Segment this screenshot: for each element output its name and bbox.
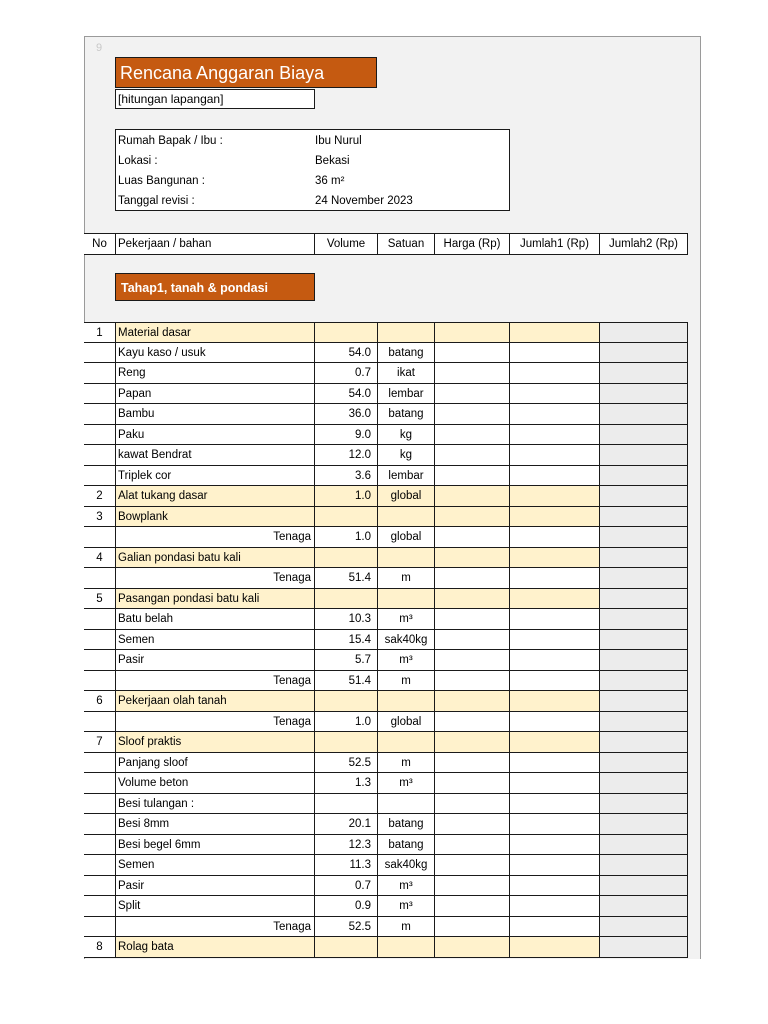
row-unit[interactable]: sak40kg <box>378 630 435 651</box>
row-volume[interactable]: 1.3 <box>315 773 378 794</box>
row-unit[interactable]: ikat <box>378 363 435 384</box>
row-price[interactable] <box>435 650 510 671</box>
row-description[interactable]: Besi 8mm <box>116 814 315 835</box>
row-unit[interactable]: batang <box>378 814 435 835</box>
row-total1[interactable] <box>510 609 600 630</box>
row-price[interactable] <box>435 917 510 938</box>
row-unit[interactable]: batang <box>378 404 435 425</box>
labor-row <box>84 712 688 733</box>
row-description[interactable]: Batu belah <box>116 609 315 630</box>
row-unit[interactable]: m³ <box>378 609 435 630</box>
row-number[interactable] <box>84 527 116 548</box>
material-row <box>84 466 688 487</box>
material-row <box>84 445 688 466</box>
row-volume[interactable] <box>315 794 378 815</box>
row-unit[interactable]: m³ <box>378 650 435 671</box>
row-price[interactable] <box>435 609 510 630</box>
row-price[interactable] <box>435 486 510 507</box>
row-unit[interactable]: global <box>378 527 435 548</box>
row-description[interactable]: Bowplank <box>116 507 315 528</box>
row-number[interactable] <box>84 814 116 835</box>
row-total2[interactable] <box>600 589 688 610</box>
row-number[interactable] <box>84 712 116 733</box>
info-label: Luas Bangunan : <box>118 175 205 187</box>
row-number[interactable] <box>84 425 116 446</box>
row-price[interactable] <box>435 527 510 548</box>
labor-row <box>84 917 688 938</box>
row-total1[interactable] <box>510 773 600 794</box>
row-description[interactable]: Kayu kaso / usuk <box>116 343 315 364</box>
row-unit[interactable]: m³ <box>378 773 435 794</box>
row-total2[interactable] <box>600 384 688 405</box>
row-total1[interactable] <box>510 876 600 897</box>
row-description[interactable]: Tenaga <box>116 917 315 938</box>
info-value: Ibu Nurul <box>315 135 362 147</box>
row-price[interactable] <box>435 507 510 528</box>
row-description[interactable]: Material dasar <box>116 322 315 343</box>
row-description[interactable]: Besi begel 6mm <box>116 835 315 856</box>
row-volume[interactable]: 15.4 <box>315 630 378 651</box>
row-price[interactable] <box>435 835 510 856</box>
row-total2[interactable] <box>600 466 688 487</box>
row-description[interactable]: Rolag bata <box>116 937 315 958</box>
material-row <box>84 876 688 897</box>
row-description[interactable]: kawat Bendrat <box>116 445 315 466</box>
row-unit[interactable] <box>378 794 435 815</box>
row-total1[interactable] <box>510 384 600 405</box>
document-title: Rencana Anggaran Biaya <box>115 57 377 88</box>
row-price[interactable] <box>435 794 510 815</box>
row-number[interactable]: 1 <box>84 322 116 343</box>
row-total1[interactable] <box>510 322 600 343</box>
header-no: No <box>84 234 116 254</box>
row-unit[interactable]: m³ <box>378 896 435 917</box>
row-description[interactable]: Alat tukang dasar <box>116 486 315 507</box>
material-row <box>84 384 688 405</box>
row-volume[interactable]: 54.0 <box>315 384 378 405</box>
row-volume[interactable]: 0.9 <box>315 896 378 917</box>
row-volume[interactable]: 51.4 <box>315 568 378 589</box>
row-total2[interactable] <box>600 712 688 733</box>
row-price[interactable] <box>435 322 510 343</box>
row-number[interactable] <box>84 630 116 651</box>
row-unit[interactable]: sak40kg <box>378 855 435 876</box>
row-total2[interactable] <box>600 548 688 569</box>
row-total1[interactable] <box>510 589 600 610</box>
row-volume[interactable] <box>315 322 378 343</box>
row-price[interactable] <box>435 937 510 958</box>
header-unit: Satuan <box>378 234 435 254</box>
row-description[interactable]: Paku <box>116 425 315 446</box>
row-description[interactable]: Panjang sloof <box>116 753 315 774</box>
material-row <box>84 404 688 425</box>
row-total1[interactable] <box>510 527 600 548</box>
row-volume[interactable]: 10.3 <box>315 609 378 630</box>
row-number[interactable] <box>84 466 116 487</box>
row-total2[interactable] <box>600 343 688 364</box>
row-number[interactable] <box>84 609 116 630</box>
header-total2: Jumlah2 (Rp) <box>600 234 688 254</box>
row-unit[interactable] <box>378 322 435 343</box>
row-total1[interactable] <box>510 404 600 425</box>
row-unit[interactable] <box>378 548 435 569</box>
row-total1[interactable] <box>510 794 600 815</box>
row-description[interactable]: Tenaga <box>116 712 315 733</box>
row-price[interactable] <box>435 466 510 487</box>
row-price[interactable] <box>435 384 510 405</box>
category-row <box>84 691 688 712</box>
row-price[interactable] <box>435 691 510 712</box>
row-number[interactable] <box>84 404 116 425</box>
row-description[interactable]: Triplek cor <box>116 466 315 487</box>
row-description[interactable]: Volume beton <box>116 773 315 794</box>
row-description[interactable]: Tenaga <box>116 527 315 548</box>
row-number[interactable]: 8 <box>84 937 116 958</box>
row-volume[interactable]: 5.7 <box>315 650 378 671</box>
labor-row <box>84 671 688 692</box>
table-header <box>84 233 688 255</box>
row-price[interactable] <box>435 855 510 876</box>
info-row-area <box>116 171 509 191</box>
row-total2[interactable] <box>600 527 688 548</box>
row-total1[interactable] <box>510 691 600 712</box>
row-total2[interactable] <box>600 691 688 712</box>
row-total1[interactable] <box>510 650 600 671</box>
info-label: Tanggal revisi : <box>118 195 195 207</box>
header-total1: Jumlah1 (Rp) <box>510 234 600 254</box>
row-price[interactable] <box>435 630 510 651</box>
row-number[interactable]: 2 <box>84 486 116 507</box>
row-number[interactable] <box>84 876 116 897</box>
info-row-revision-date <box>116 191 509 211</box>
row-number[interactable] <box>84 445 116 466</box>
material-row <box>84 814 688 835</box>
row-unit[interactable] <box>378 691 435 712</box>
row-price[interactable] <box>435 568 510 589</box>
row-total1[interactable] <box>510 855 600 876</box>
material-row <box>84 425 688 446</box>
material-row <box>84 609 688 630</box>
row-total1[interactable] <box>510 937 600 958</box>
row-description[interactable]: Galian pondasi batu kali <box>116 548 315 569</box>
row-description[interactable]: Bambu <box>116 404 315 425</box>
row-total2[interactable] <box>600 835 688 856</box>
row-volume[interactable]: 12.3 <box>315 835 378 856</box>
row-total1[interactable] <box>510 568 600 589</box>
row-marker: 9 <box>96 42 103 54</box>
row-unit[interactable]: lembar <box>378 384 435 405</box>
row-total1[interactable] <box>510 814 600 835</box>
row-total2[interactable] <box>600 630 688 651</box>
header-price: Harga (Rp) <box>435 234 510 254</box>
row-description[interactable]: Papan <box>116 384 315 405</box>
row-volume[interactable]: 52.5 <box>315 753 378 774</box>
row-total2[interactable] <box>600 445 688 466</box>
row-volume[interactable]: 12.0 <box>315 445 378 466</box>
row-volume[interactable]: 20.1 <box>315 814 378 835</box>
row-total2[interactable] <box>600 773 688 794</box>
row-volume[interactable]: 54.0 <box>315 343 378 364</box>
row-price[interactable] <box>435 896 510 917</box>
row-total2[interactable] <box>600 671 688 692</box>
row-description[interactable]: Semen <box>116 630 315 651</box>
row-unit[interactable]: kg <box>378 445 435 466</box>
row-description[interactable]: Semen <box>116 855 315 876</box>
row-price[interactable] <box>435 732 510 753</box>
row-number[interactable]: 3 <box>84 507 116 528</box>
row-price[interactable] <box>435 773 510 794</box>
row-number[interactable]: 5 <box>84 589 116 610</box>
row-total2[interactable] <box>600 322 688 343</box>
row-number[interactable]: 4 <box>84 548 116 569</box>
row-volume[interactable]: 1.0 <box>315 527 378 548</box>
row-volume[interactable] <box>315 589 378 610</box>
row-volume[interactable]: 9.0 <box>315 425 378 446</box>
row-description[interactable]: Sloof praktis <box>116 732 315 753</box>
material-row <box>84 630 688 651</box>
row-description[interactable]: Pasir <box>116 650 315 671</box>
row-volume[interactable]: 51.4 <box>315 671 378 692</box>
info-label: Rumah Bapak / Ibu : <box>118 135 223 147</box>
row-total2[interactable] <box>600 896 688 917</box>
row-volume[interactable] <box>315 937 378 958</box>
row-unit[interactable]: global <box>378 486 435 507</box>
row-price[interactable] <box>435 814 510 835</box>
row-total1[interactable] <box>510 466 600 487</box>
header-volume: Volume <box>315 234 378 254</box>
row-price[interactable] <box>435 404 510 425</box>
row-volume[interactable]: 11.3 <box>315 855 378 876</box>
material-row <box>84 650 688 671</box>
info-label: Lokasi : <box>118 155 158 167</box>
material-row <box>84 794 688 815</box>
header-description: Pekerjaan / bahan <box>116 234 315 254</box>
row-total1[interactable] <box>510 425 600 446</box>
row-description[interactable]: Pasir <box>116 876 315 897</box>
row-description[interactable]: Pekerjaan olah tanah <box>116 691 315 712</box>
row-total2[interactable] <box>600 363 688 384</box>
info-row-owner <box>116 131 509 151</box>
row-price[interactable] <box>435 343 510 364</box>
row-unit[interactable]: m <box>378 753 435 774</box>
row-unit[interactable]: m <box>378 671 435 692</box>
category-row <box>84 486 688 507</box>
row-volume[interactable]: 0.7 <box>315 876 378 897</box>
material-row <box>84 835 688 856</box>
row-volume[interactable]: 36.0 <box>315 404 378 425</box>
info-value: 36 m² <box>315 175 345 187</box>
row-price[interactable] <box>435 363 510 384</box>
row-number[interactable] <box>84 363 116 384</box>
row-number[interactable] <box>84 794 116 815</box>
row-total2[interactable] <box>600 650 688 671</box>
row-number[interactable] <box>84 835 116 856</box>
row-unit[interactable]: m <box>378 568 435 589</box>
row-total1[interactable] <box>510 671 600 692</box>
category-row <box>84 732 688 753</box>
row-total1[interactable] <box>510 732 600 753</box>
row-total2[interactable] <box>600 507 688 528</box>
row-total2[interactable] <box>600 917 688 938</box>
section-title: Tahap1, tanah & pondasi <box>115 273 315 301</box>
row-volume[interactable] <box>315 691 378 712</box>
material-row <box>84 343 688 364</box>
row-total1[interactable] <box>510 712 600 733</box>
row-total1[interactable] <box>510 486 600 507</box>
row-unit[interactable]: global <box>378 712 435 733</box>
category-row <box>84 507 688 528</box>
row-number[interactable] <box>84 773 116 794</box>
row-unit[interactable]: kg <box>378 425 435 446</box>
row-volume[interactable]: 1.0 <box>315 712 378 733</box>
row-description[interactable]: Pasangan pondasi batu kali <box>116 589 315 610</box>
row-description[interactable]: Besi tulangan : <box>116 794 315 815</box>
row-total1[interactable] <box>510 835 600 856</box>
row-volume[interactable] <box>315 732 378 753</box>
labor-row <box>84 527 688 548</box>
material-row <box>84 363 688 384</box>
row-unit[interactable]: batang <box>378 835 435 856</box>
row-price[interactable] <box>435 548 510 569</box>
row-unit[interactable]: batang <box>378 343 435 364</box>
row-price[interactable] <box>435 445 510 466</box>
row-total1[interactable] <box>510 507 600 528</box>
row-unit[interactable] <box>378 507 435 528</box>
project-info-box <box>115 129 510 211</box>
row-total2[interactable] <box>600 404 688 425</box>
row-total2[interactable] <box>600 794 688 815</box>
category-row <box>84 937 688 958</box>
material-row <box>84 753 688 774</box>
row-unit[interactable]: m <box>378 917 435 938</box>
row-volume[interactable]: 1.0 <box>315 486 378 507</box>
row-total1[interactable] <box>510 896 600 917</box>
row-total2[interactable] <box>600 425 688 446</box>
row-number[interactable] <box>84 753 116 774</box>
row-total2[interactable] <box>600 732 688 753</box>
category-row <box>84 548 688 569</box>
row-volume[interactable]: 0.7 <box>315 363 378 384</box>
row-number[interactable] <box>84 917 116 938</box>
row-number[interactable]: 7 <box>84 732 116 753</box>
row-volume[interactable]: 52.5 <box>315 917 378 938</box>
row-price[interactable] <box>435 712 510 733</box>
row-price[interactable] <box>435 671 510 692</box>
info-value: Bekasi <box>315 155 350 167</box>
row-number[interactable] <box>84 384 116 405</box>
category-row <box>84 322 688 343</box>
document-subtitle: [hitungan lapangan] <box>115 89 315 109</box>
row-total2[interactable] <box>600 814 688 835</box>
row-total2[interactable] <box>600 753 688 774</box>
row-total1[interactable] <box>510 753 600 774</box>
row-number[interactable] <box>84 855 116 876</box>
row-total2[interactable] <box>600 937 688 958</box>
row-volume[interactable] <box>315 507 378 528</box>
row-total2[interactable] <box>600 855 688 876</box>
row-description[interactable]: Reng <box>116 363 315 384</box>
row-volume[interactable] <box>315 548 378 569</box>
row-unit[interactable] <box>378 937 435 958</box>
row-price[interactable] <box>435 425 510 446</box>
row-volume[interactable]: 3.6 <box>315 466 378 487</box>
row-number[interactable] <box>84 671 116 692</box>
cost-table <box>84 322 688 958</box>
row-number[interactable] <box>84 568 116 589</box>
row-price[interactable] <box>435 876 510 897</box>
row-total2[interactable] <box>600 609 688 630</box>
row-total2[interactable] <box>600 568 688 589</box>
row-price[interactable] <box>435 589 510 610</box>
row-unit[interactable]: lembar <box>378 466 435 487</box>
row-price[interactable] <box>435 753 510 774</box>
row-total1[interactable] <box>510 363 600 384</box>
row-number[interactable] <box>84 343 116 364</box>
labor-row <box>84 568 688 589</box>
info-value: 24 November 2023 <box>315 195 413 207</box>
material-row <box>84 896 688 917</box>
row-number[interactable]: 6 <box>84 691 116 712</box>
row-total2[interactable] <box>600 486 688 507</box>
row-total1[interactable] <box>510 548 600 569</box>
row-description[interactable]: Tenaga <box>116 568 315 589</box>
row-number[interactable] <box>84 650 116 671</box>
row-total1[interactable] <box>510 630 600 651</box>
row-description[interactable]: Tenaga <box>116 671 315 692</box>
row-total1[interactable] <box>510 917 600 938</box>
material-row <box>84 855 688 876</box>
material-row <box>84 773 688 794</box>
row-total2[interactable] <box>600 876 688 897</box>
row-unit[interactable] <box>378 732 435 753</box>
row-number[interactable] <box>84 896 116 917</box>
row-unit[interactable]: m³ <box>378 876 435 897</box>
row-unit[interactable] <box>378 589 435 610</box>
category-row <box>84 589 688 610</box>
row-total1[interactable] <box>510 343 600 364</box>
row-description[interactable]: Split <box>116 896 315 917</box>
row-total1[interactable] <box>510 445 600 466</box>
info-row-location <box>116 151 509 171</box>
